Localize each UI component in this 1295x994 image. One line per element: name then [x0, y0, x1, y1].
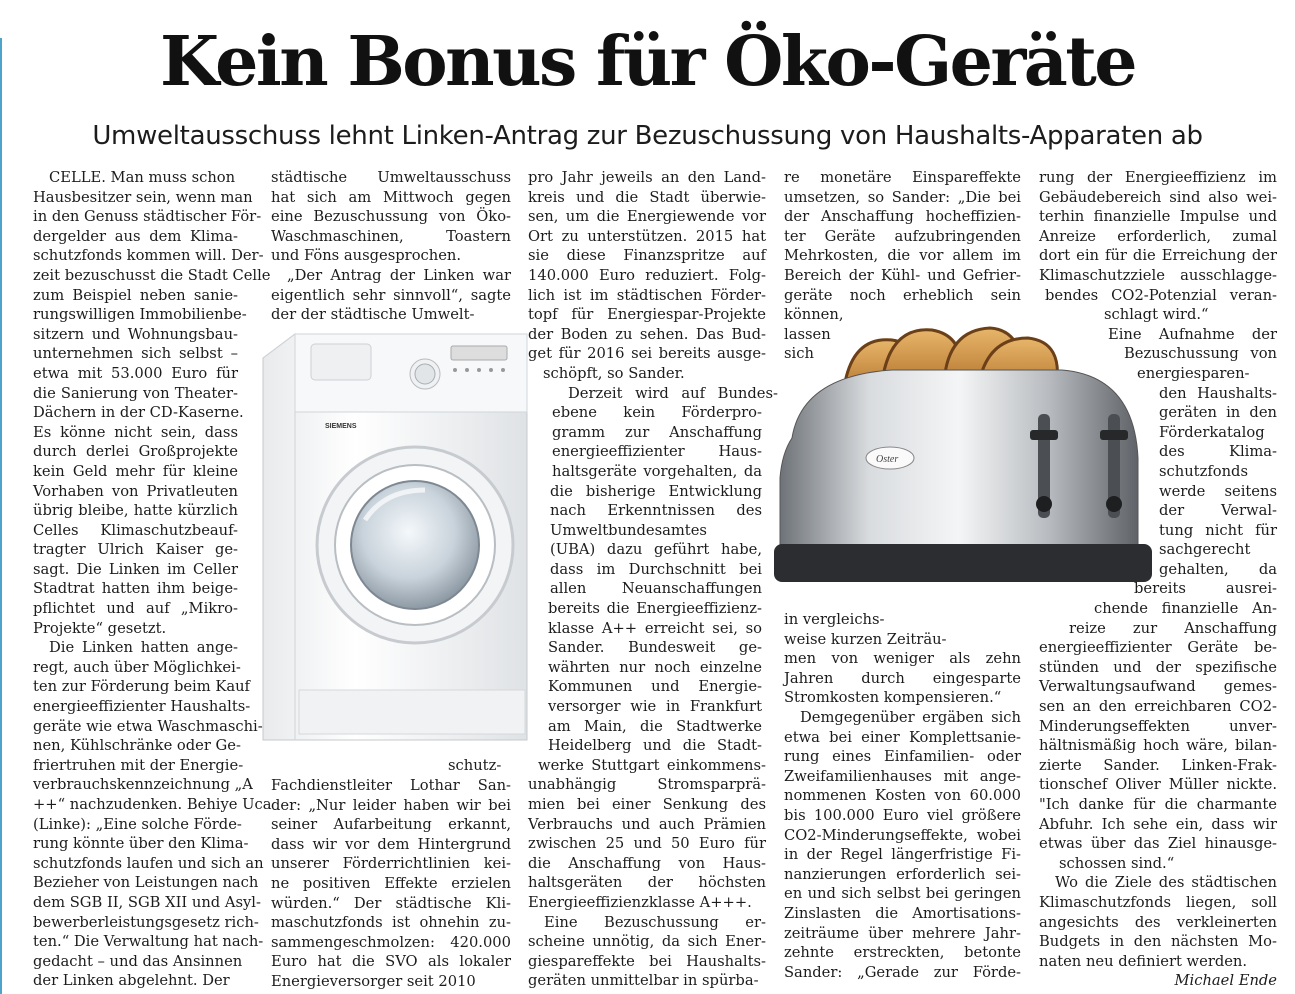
text-line: Sander. Bundesweit ge-	[548, 639, 762, 657]
text-line: bis 100.000 Euro viel größere	[784, 806, 1021, 824]
text-line: nach Erkenntnissen des	[550, 502, 762, 520]
text-line: Fachdienstleiter Lothar San-	[271, 777, 511, 794]
text-line: dass im Durchschnitt bei	[550, 560, 762, 578]
text-line: etwa mit 53.000 Euro für	[33, 364, 238, 382]
article-column-3	[528, 168, 778, 991]
text-line: der der städtische Umwelt-	[271, 306, 475, 324]
text-line: lassen	[784, 325, 831, 343]
text-line: gehalten, da	[1159, 560, 1277, 578]
text-line: in vergleichs-	[784, 611, 885, 628]
text-line: unabhängig Stromsparprä-	[528, 776, 766, 794]
text-line: pro Jahr jeweils an den Land-	[528, 169, 766, 186]
text-line: terhin finanzielle Impulse und	[1039, 208, 1277, 226]
text-line: friertruhen mit der Energie-	[33, 756, 244, 774]
text-line: zwischen 25 und 50 Euro für	[528, 835, 766, 853]
text-line: Zweifamilienhauses mit ange-	[784, 767, 1021, 785]
text-line: Die Linken hatten ange-	[49, 639, 238, 657]
text-line: energieeffizienter Haushalts-	[33, 698, 251, 716]
text-line: Energieversorger seit 2010	[271, 972, 476, 990]
text-line: reize zur Anschaffung	[1069, 619, 1277, 637]
text-line: Bereich der Kühl- und Gefrier-	[784, 266, 1021, 284]
text-line: werde seitens	[1159, 482, 1277, 500]
text-line: rungswilligen Immobilienbe-	[33, 306, 247, 324]
text-line: Verbrauchs und auch Prämien	[528, 815, 766, 833]
text-line: ++“ nachzudenken. Behiye Uca	[33, 796, 272, 813]
text-line: CELLE. Man muss schon	[49, 169, 236, 186]
text-line: Anreize erforderlich, zumal	[1039, 227, 1277, 245]
text-line: unternehmen sich selbst –	[33, 345, 238, 363]
text-line: der: „Nur leider haben wir bei	[271, 796, 511, 814]
text-line: zehnte erstreckten, betonte	[784, 944, 1021, 962]
text-line: Projekte“ gesetzt.	[33, 619, 167, 637]
text-line: pflichtet und auf „Mikro-	[33, 600, 238, 618]
text-line: sammengeschmolzen: 420.000	[271, 933, 511, 951]
text-line: klasse A++ erreicht sei, so	[548, 619, 762, 637]
article-column-2	[271, 168, 511, 325]
text-line: der Anschaffung hocheffizien-	[784, 208, 1021, 226]
text-line: seiner Aufarbeitung erkannt,	[271, 816, 511, 834]
text-line: Energieeffizienzklasse A+++.	[528, 893, 752, 911]
text-line: ter Geräte aufzubringenden	[784, 227, 1021, 245]
text-line: rung eines Einfamilien- oder	[784, 748, 1021, 766]
text-line: Mehrkosten, die vor allem im	[784, 247, 1021, 265]
text-line: lich ist im städtischen Förder-	[528, 286, 766, 304]
text-line: Abfuhr. Ich sehe ein, dass wir	[1039, 815, 1277, 833]
article-column-2-mid	[448, 756, 508, 776]
text-line: (Linke): „Eine solche Förde-	[33, 815, 242, 833]
text-line: hältnismäßig hoch wäre, bilan-	[1039, 737, 1277, 755]
text-line: kein Geld mehr für kleine	[33, 462, 238, 480]
text-line: städtische Umweltausschuss	[271, 169, 511, 186]
text-line: chende finanzielle An-	[1094, 600, 1277, 618]
text-line: dort ein für die Erreichung der	[1039, 247, 1277, 265]
text-line: re monetäre Einspareffekte	[784, 169, 1021, 186]
text-line: tionschef Oliver Müller nickte.	[1039, 776, 1277, 794]
text-line: kreis und die Stadt überwie-	[528, 188, 766, 206]
text-line: etwa bei einer Komplettsanie-	[784, 728, 1021, 746]
text-line: sie diese Finanzspritze auf	[528, 247, 766, 265]
text-line: zeiträume über mehrere Jahr-	[784, 924, 1021, 942]
text-line: Jahren durch eingesparte	[784, 669, 1021, 687]
text-line: sitzern und Wohnungsbau-	[33, 325, 238, 343]
text-line: in den Genuss städtischer För-	[33, 208, 262, 226]
text-line: rung der Energieeffizienz im	[1039, 169, 1277, 186]
text-line: tragter Ulrich Kaiser ge-	[33, 541, 238, 559]
text-line: haltsgeräten der höchsten	[528, 874, 766, 892]
text-line: allen Neuanschaffungen	[550, 580, 762, 598]
page-edge-line	[0, 38, 2, 994]
text-line: ne positiven Effekte erzielen	[271, 874, 511, 892]
toaster-brand: Oster	[876, 454, 899, 465]
text-line: sagt. Die Linken im Celler	[33, 560, 238, 578]
text-line: Demgegenüber ergäben sich	[800, 708, 1021, 726]
text-line: gedacht – und das Ansinnen	[33, 952, 243, 970]
text-line: schutzfonds	[1159, 462, 1248, 480]
text-line: Budgets in den nächsten Mo-	[1039, 933, 1277, 951]
text-line: Umweltbundesamtes	[550, 521, 707, 539]
text-line: dass wir vor dem Hintergrund	[271, 835, 511, 853]
text-line: rung könnte über den Klima-	[33, 835, 249, 853]
text-line: nommenen Kosten von 60.000	[784, 787, 1021, 805]
text-line: übrig bleibe, hatte kürzlich	[33, 502, 238, 520]
text-line: Vorhaben von Privatleuten	[33, 482, 238, 500]
text-line: Euro hat die SVO als lokaler	[271, 953, 511, 971]
text-line: giespareffekte bei Haushalts-	[528, 952, 766, 970]
text-line: tung nicht für	[1159, 521, 1277, 539]
text-line: geräte noch erheblich sein	[784, 286, 1021, 304]
text-line: haltsgeräte vorgehalten, da	[552, 462, 762, 480]
text-line: geräten unmittelbar in spürba-	[528, 972, 759, 990]
text-line: naten neu definiert werden.	[1039, 952, 1248, 970]
text-line: Klimaschutzfonds liegen, soll	[1039, 893, 1277, 911]
text-line: ten zur Förderung beim Kauf	[33, 678, 250, 696]
text-line: ten.“ Die Verwaltung hat nach-	[33, 933, 264, 951]
text-line: am Main, die Stadtwerke	[548, 717, 762, 735]
text-line: bewerberleistungsgesetz rich-	[33, 913, 259, 931]
text-line: die bisherige Entwicklung	[550, 482, 762, 500]
text-line: dem SGB II, SGB XII und Asyl-	[33, 893, 261, 911]
article-column-5	[1039, 168, 1277, 991]
text-line: die Sanierung von Theater-	[33, 384, 238, 402]
text-line: schöpft, so Sander.	[543, 364, 685, 382]
text-line: geräten in den	[1159, 404, 1277, 422]
text-line: eine Bezuschussung von Öko-	[271, 208, 511, 226]
text-line: "Ich danke für die charmante	[1039, 796, 1277, 813]
text-line: ebene kein Förderpro-	[552, 404, 762, 422]
text-line: schutz-	[448, 757, 502, 774]
text-line: CO2-Minderungseffekte, wobei	[784, 826, 1021, 844]
text-line: regt, auch über Möglichkei-	[33, 658, 241, 676]
text-line: in der Regel längerfristige Fi-	[784, 846, 1021, 864]
text-line: dergelder aus dem Klima-	[33, 227, 238, 245]
text-line: Eine Bezuschussung er-	[544, 913, 766, 931]
text-line: können,	[784, 306, 844, 324]
text-line: sen, um die Energiewende vor	[528, 208, 766, 226]
text-line: Derzeit wird auf Bundes-	[568, 384, 778, 402]
text-line: eigentlich sehr sinnvoll“, sagte	[271, 286, 511, 304]
article-column-4-bottom	[784, 610, 1021, 982]
text-line: zeit bezuschusst die Stadt Celle	[33, 266, 271, 284]
text-line: Waschmaschinen, Toastern	[271, 227, 511, 245]
text-line: zierte Sander. Linken-Frak-	[1039, 756, 1277, 774]
text-line: nen, Kühlschränke oder Ge-	[33, 737, 241, 755]
text-line: Kommunen und Energie-	[548, 678, 762, 696]
text-line: Zinslasten die Amortisations-	[784, 904, 1021, 922]
text-line: en und sich selbst bei geringen	[784, 885, 1021, 903]
text-line: weise kurzen Zeiträu-	[784, 630, 947, 648]
article-column-1	[33, 168, 272, 991]
text-line: durch derlei Großprojekte	[33, 443, 238, 461]
text-line: Hausbesitzer sein, wenn man	[33, 188, 253, 206]
text-line: schutzfonds laufen und sich an	[33, 854, 264, 872]
text-line: Bezieher von Leistungen nach	[33, 874, 259, 892]
text-line: Stadtrat hatten ihm beige-	[33, 580, 238, 598]
text-line: maschutzfonds ist ohnehin zu-	[271, 914, 511, 932]
text-line: 140.000 Euro reduziert. Folg-	[528, 266, 766, 284]
washing-machine-image	[255, 330, 535, 748]
text-line: sen an den erreichbaren CO2-	[1039, 698, 1277, 716]
text-line: Verwaltungsaufwand gemes-	[1039, 678, 1277, 696]
text-line: unserer Förderrichtlinien kei-	[271, 855, 511, 873]
text-line: Stromkosten kompensieren.“	[784, 689, 1002, 707]
text-line: angesichts des verkleinerten	[1039, 913, 1277, 931]
text-line: get für 2016 sei bereits ausge-	[528, 345, 766, 363]
text-line: nanzierungen erforderlich sei-	[784, 865, 1021, 883]
text-line: der Linken abgelehnt. Der	[33, 972, 230, 990]
text-line: stünden und der spezifische	[1039, 658, 1277, 676]
article-column-2-bottom	[271, 776, 511, 992]
text-line: Celles Klimaschutzbeauf-	[33, 521, 238, 539]
text-line: versorger wie in Frankfurt	[548, 698, 762, 716]
text-line: mien bei einer Senkung des	[528, 796, 766, 813]
text-line: der Verwal-	[1159, 502, 1277, 520]
text-line: energieeffizienter Geräte be-	[1039, 639, 1277, 657]
text-line: bendes CO2-Potenzial veran-	[1045, 286, 1277, 304]
text-line: und Föns ausgesprochen.	[271, 247, 462, 265]
text-line: zum Beispiel neben sanie-	[33, 286, 238, 304]
text-line: sachgerecht	[1159, 541, 1251, 559]
text-line: hat sich am Mittwoch gegen	[271, 188, 511, 206]
text-line: Bezuschussung von	[1124, 345, 1277, 363]
text-line: bereits ausrei-	[1134, 580, 1277, 598]
text-line: energieeffizienter Haus-	[552, 443, 762, 461]
text-line: den Haushalts-	[1159, 384, 1277, 402]
text-line: Ort zu unterstützen. 2015 hat	[528, 227, 766, 245]
text-line: die Anschaffung von Haus-	[528, 854, 766, 872]
text-line: würden.“ Der städtische Kli-	[271, 894, 511, 912]
text-line: Wo die Ziele des städtischen	[1055, 874, 1277, 892]
text-line: schutzfonds kommen will. Der-	[33, 247, 264, 265]
text-line: „Der Antrag der Linken war	[287, 266, 511, 284]
text-line: des Klima-	[1159, 443, 1277, 461]
headline: Kein Bonus für Öko-Geräte	[160, 22, 1135, 102]
text-line: scheine unnötig, da sich Ener-	[528, 933, 766, 951]
text-line: (UBA) dazu geführt habe,	[550, 541, 762, 559]
text-line: Gebäudebereich sind also wei-	[1039, 188, 1277, 206]
text-line: schlagt wird.“	[1104, 306, 1209, 324]
text-line: men von weniger als zehn	[784, 650, 1021, 668]
text-line: topf für Energiespar-Projekte	[528, 306, 766, 324]
text-line: Klimaschutzziele ausschlagge-	[1039, 266, 1277, 284]
text-line: umsetzen, so Sander: „Die bei	[784, 188, 1021, 206]
text-line: etwas über das Ziel hinausge-	[1039, 835, 1277, 853]
text-line: bereits die Energieeffizienz-	[548, 600, 762, 618]
text-line: Förderkatalog	[1159, 423, 1265, 441]
text-line: Eine Aufnahme der	[1108, 325, 1277, 343]
washing-machine-brand: SIEMENS	[325, 423, 357, 430]
text-line: Es könne nicht sein, dass	[33, 423, 238, 441]
text-line: Sander: „Gerade zur Förde-	[784, 963, 1021, 981]
article-column-4	[784, 168, 1021, 364]
text-line: energiesparen-	[1137, 364, 1250, 382]
text-line: sich	[784, 345, 814, 363]
text-line: währten nur noch einzelne	[548, 658, 762, 676]
text-line: geräte wie etwa Waschmaschi-	[33, 717, 263, 735]
text-line: verbrauchskennzeichnung „A	[33, 776, 253, 794]
text-line: der Boden zu sehen. Das Bud-	[528, 325, 766, 343]
text-line: Dächern in der CD-Kaserne.	[33, 404, 244, 422]
text-line: Minderungseffekten unver-	[1039, 717, 1277, 735]
text-line: werke Stuttgart einkommens-	[538, 756, 766, 774]
text-line: Heidelberg und die Stadt-	[548, 737, 762, 755]
text-line: gramm zur Anschaffung	[552, 423, 762, 441]
author-byline: Michael Ende	[1174, 972, 1277, 990]
text-line: schossen sind.“	[1059, 854, 1175, 872]
subheadline: Umweltausschuss lehnt Linken-Antrag zur Bezuschussung von Haushalts-Apparaten ab	[92, 121, 1203, 151]
